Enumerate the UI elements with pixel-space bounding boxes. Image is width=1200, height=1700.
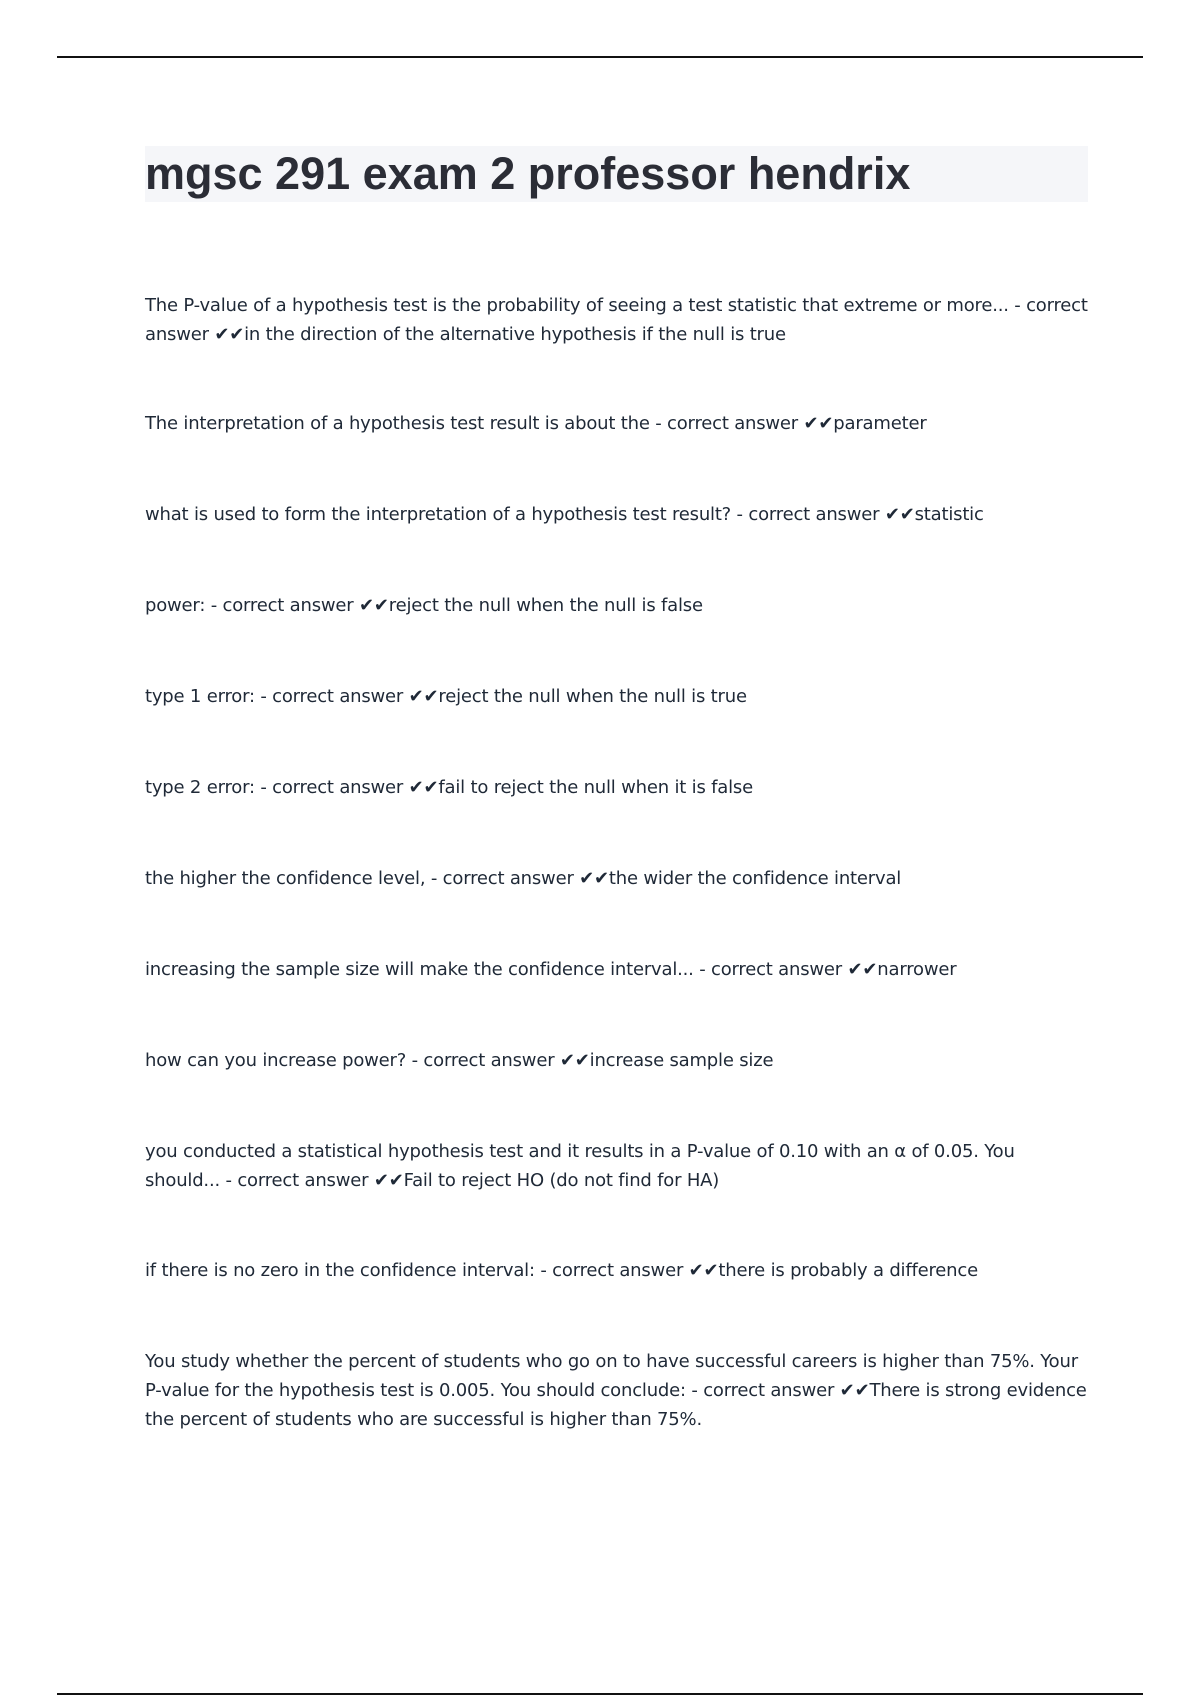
qa-item-7: the higher the confidence level, - correct answer ✔✔the wider the confidence interval	[145, 868, 902, 889]
qa-item-9: how can you increase power? - correct answer ✔✔increase sample size	[145, 1050, 774, 1071]
qa-item-1: The P-value of a hypothesis test is the probability of seeing a test statistic that extreme or more... - correct answer ✔✔in the direction of the alternative hypothesis if the null is true	[145, 295, 1088, 345]
qa-item-10: you conducted a statistical hypothesis test and it results in a P-value of 0.10 with an α of 0.05. You should... - correct answer ✔✔Fail to reject HO (do not find for HA)	[145, 1141, 1015, 1191]
qa-item-5: type 1 error: - correct answer ✔✔reject the null when the null is true	[145, 686, 747, 707]
qa-item-3: what is used to form the interpretation of a hypothesis test result? - correct answer ✔✔statistic	[145, 504, 984, 525]
bottom-rule	[57, 1693, 1143, 1695]
qa-item-11: if there is no zero in the confidence interval: - correct answer ✔✔there is probably a difference	[145, 1260, 978, 1281]
qa-item-6: type 2 error: - correct answer ✔✔fail to reject the null when it is false	[145, 777, 753, 798]
title-block	[145, 146, 1088, 202]
qa-item-4: power: - correct answer ✔✔reject the null when the null is false	[145, 595, 703, 616]
qa-item-8: increasing the sample size will make the confidence interval... - correct answer ✔✔narrower	[145, 959, 957, 980]
top-rule	[57, 56, 1143, 58]
document-title: mgsc 291 exam 2 professor hendrix	[145, 148, 911, 199]
qa-item-12: You study whether the percent of students who go on to have successful careers is higher than 75%. Your P-value for the hypothesis test is 0.005. You should conclude: - correct answer ✔✔There is strong evidence the percent of students who are successful is higher than 75%.	[145, 1351, 1087, 1430]
qa-item-2: The interpretation of a hypothesis test result is about the - correct answer ✔✔parameter	[145, 413, 927, 434]
